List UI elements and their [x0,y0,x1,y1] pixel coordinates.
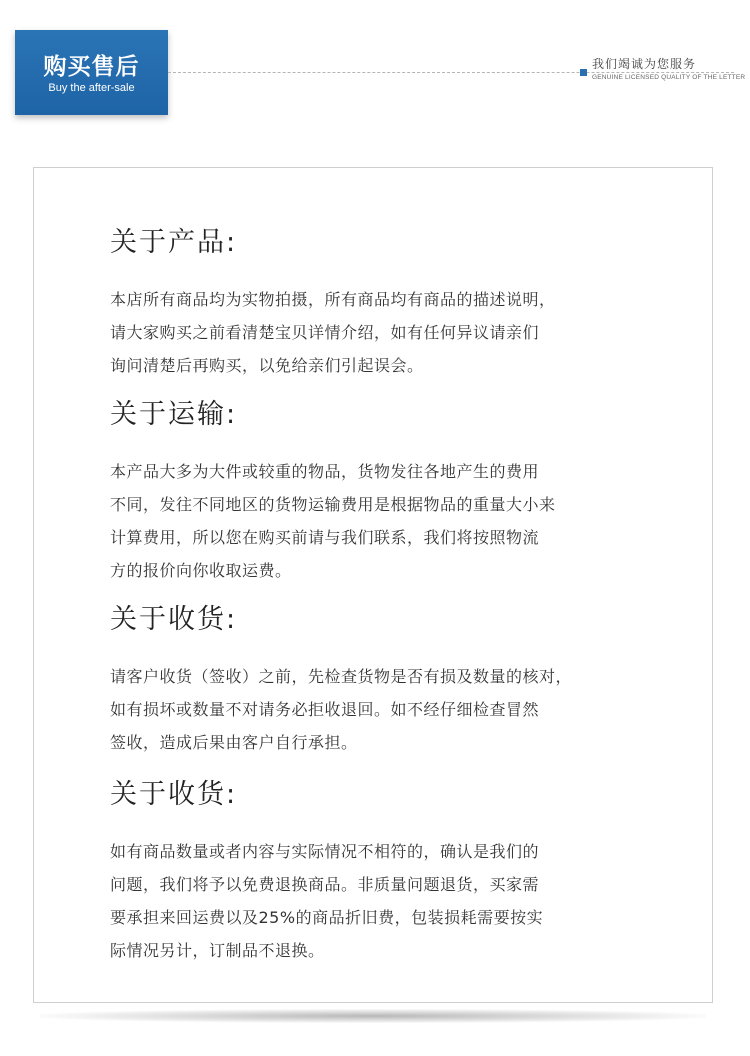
section-text-line: 方的报价向你收取运费。 [110,561,292,580]
section-title: 关于运输: [110,399,238,430]
section-title: 关于产品: [110,227,238,258]
header-divider [168,72,734,73]
panel-shadow [40,1009,706,1023]
header-slogan-english: GENUINE LICENSED QUALITY OF THE LETTER [592,74,746,81]
header-badge [15,30,168,115]
section-returns [110,772,543,967]
section-shipping [110,392,556,587]
section-text-line: 询问清楚后再购买，以免给亲们引起误会。 [110,356,424,375]
badge-title: 购买售后 [43,54,140,80]
section-text-line: 本产品大多为大件或较重的物品，货物发往各地产生的费用 [110,462,540,481]
section-title: 关于收货: [110,604,238,635]
section-text-line: 要承担来回运费以及25%的商品折旧费，包装损耗需要按实 [110,908,544,927]
section-text-line: 问题，我们将予以免费退换商品。非质量问题退货，买家需 [110,875,540,894]
section-text-line: 际情况另计，订制品不退换。 [110,941,325,960]
section-text-line: 本店所有商品均为实物拍摄，所有商品均有商品的描述说明， [110,290,556,309]
section-product [110,220,556,382]
section-text-line: 签收，造成后果由客户自行承担。 [110,733,358,752]
badge-subtitle: Buy the after-sale [48,82,135,94]
section-text-line: 请客户收货（签收）之前，先检查货物是否有损及数量的核对， [110,667,573,686]
section-text-line: 如有损坏或数量不对请务必拒收退回。如不经仔细检查冒然 [110,700,540,719]
section-text-line: 如有商品数量或者内容与实际情况不相符的，确认是我们的 [110,842,540,861]
section-title: 关于收货: [110,779,238,810]
section-receiving [110,597,572,759]
square-bullet-icon [580,69,587,76]
header-slogan: 我们竭诚为您服务 [592,57,697,71]
section-text-line: 计算费用，所以您在购买前请与我们联系，我们将按照物流 [110,528,540,547]
section-text-line: 请大家购买之前看清楚宝贝详情介绍，如有任何异议请亲们 [110,323,540,342]
section-text-line: 不同，发往不同地区的货物运输费用是根据物品的重量大小来 [110,495,556,514]
